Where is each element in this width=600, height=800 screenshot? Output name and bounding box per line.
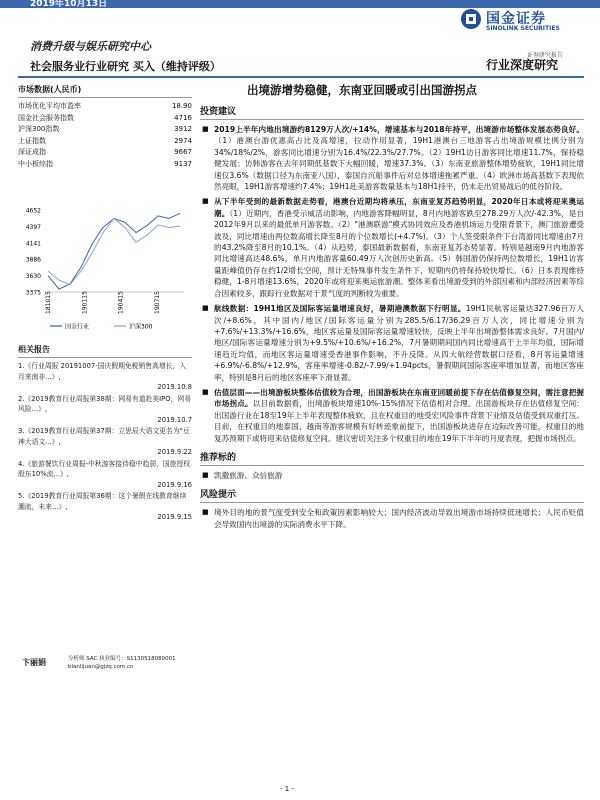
related-report-date: 2019.9.16 — [157, 480, 192, 489]
report-type-label: 行业深度研究 — [486, 58, 559, 72]
analyst-name: 卞丽娟 — [22, 658, 46, 667]
market-row-value: 18.90 — [171, 102, 192, 110]
market-row-label: 深证成指 — [18, 148, 46, 156]
report-date: 2019年10月13日 — [30, 0, 108, 9]
risk-title: 风险提示 — [200, 487, 584, 503]
rec-list — [200, 470, 584, 481]
related-report-text: 5.《2019教育行业周报第36期：这个暑假在线教育继续潮流，未来...》, — [18, 492, 187, 511]
related-report-date: 2019.9.15 — [157, 513, 192, 521]
market-row-label: 上证指数 — [18, 136, 46, 145]
bullet-item: ■ 境外目的地的景气度受到安全和政策因素影响较大；国内经济波动导致出境游市场持续低迷增长；人民币贬值会导致国内出境游的实际消费水平下降。 — [200, 507, 584, 530]
invest-title: 投资建议 — [200, 104, 584, 120]
related-report-item[interactable] — [18, 361, 192, 393]
market-row-value: 4716 — [174, 113, 192, 122]
bullet-lead: 2019上半年内地出境游约8129万人次/+14%，增速基本与2018年持平，出境游市场整体发展态势良好。 — [214, 125, 584, 134]
market-data-title: 市场数据(人民币) — [18, 84, 192, 98]
logo-text-en: SINOLINK SECURITIES — [486, 25, 560, 32]
index-line-chart — [18, 204, 192, 334]
bullet-item — [200, 303, 584, 383]
market-row-label: 市场优化平均市盈率 — [18, 102, 81, 110]
bullet-item: ■ 凯撒旅游、众信旅游 — [200, 470, 584, 481]
bullet-item — [200, 124, 584, 192]
y-tick-label: 4652 — [25, 207, 41, 215]
related-report-text: 1.《行业周报 20191007-国庆假期免税销售高增长，入月来南非...》, — [18, 362, 187, 381]
market-row — [18, 113, 192, 125]
bullet-text: （1）近期内，香港受示威活动影响，内地游客降幅明显，8月内地游客跌至278.29万人次/-42.3%，是自2012年9月以来的最低单月游客数。（2）"港澳联游"模式协同效应及香港机场运力受限背景下，澳门旅游遭受波及，同比增速由两位数高增长降至8月的个位数增长(+4.7%)。（3）个人签受限条件下台湾游同比增速由7月的43.2%降至8月的10.1%。（4）从趋势，泰国最新数据看，东南亚复苏态势显著。特别是越南9月内地游客同比增速高达48.6%，单月内地游客量60.49万人次创历史新高。（5）韩国游仍保持两位数增长，19H1访客量距峰值仍存在约1/2增长空间，预计无特殊事件发生条件下，短期内仍将保持较快增长。（6）日本表现维持稳健，1-8月增速13.6%，2020年或将迎来奥运旅游潮。整体来看出境游受到的外部因素和内部经济因素等综合因素较多，跟踪行业数据对于景气度的判断较为重要。 — [214, 208, 585, 298]
market-row — [18, 147, 192, 159]
analyst-block — [18, 655, 308, 673]
department: 消费升级与娱乐研究中心 — [30, 40, 151, 53]
market-row — [18, 124, 192, 136]
legend-label: 沪深300 — [129, 323, 153, 331]
market-data-table — [18, 101, 192, 170]
bullet-item — [200, 196, 584, 299]
related-report-text: 2.《2019教育行业周报第38期：网易有道赴美IPO，网易风险...》, — [18, 394, 192, 413]
industry-rating: 社会服务业行业研究 买入（维持评级） — [30, 60, 221, 73]
index-chart — [18, 204, 192, 336]
bullet-lead: 从下半年受到的最新数据走势看，港澳台近期均将承压，东南亚复苏趋势明显，2020年日本或将迎来奥运潮。 — [214, 197, 584, 218]
logo-text-cn: 国金证券 — [486, 11, 546, 27]
related-report-item[interactable] — [18, 394, 192, 426]
y-tick-label: 4397 — [25, 223, 41, 231]
rec-title: 推荐标的 — [200, 450, 584, 466]
market-row-value: 9137 — [174, 159, 192, 168]
x-tick-label: 190415 — [117, 291, 125, 314]
market-row — [18, 101, 192, 113]
headline: 出境游增势稳健，东南亚回暖或引出国游拐点 — [247, 83, 477, 97]
related-report-item[interactable] — [18, 491, 192, 523]
bullet-item — [200, 387, 584, 444]
x-tick-label: 190715 — [153, 291, 161, 314]
invest-bullets — [200, 124, 584, 444]
legend-label: 国金行业 — [65, 323, 90, 331]
related-report-date: 2019.10.8 — [157, 383, 192, 391]
market-row-value: 9667 — [174, 148, 192, 156]
y-tick-label: 4141 — [25, 240, 41, 248]
related-report-date: 2019.9.22 — [157, 448, 192, 456]
x-tick-label: 181015 — [45, 291, 52, 314]
series-line-1 — [48, 218, 180, 284]
bullet-lead: 航线数据：19H1地区及国际客运量增速良好，暑期港澳数据下行明显。 — [214, 304, 466, 314]
market-row-label: 中小板综指 — [18, 159, 53, 168]
related-reports-title: 相关报告 — [18, 344, 192, 358]
related-report-item[interactable] — [18, 459, 192, 491]
related-report-text: 4.《旅游餐饮行业周报-中秋游客接待稳中趋弱，国旅授权股东10%流...》, — [18, 459, 191, 478]
market-row — [18, 159, 192, 171]
bullet-lead: 估值层面——出境游板块整体估值较为合理，出国游板块在东南亚回暖前提下存在估值修复空间，需注意把握市场拐点。 — [214, 387, 584, 409]
market-row-value: 2974 — [174, 136, 192, 145]
y-tick-label: 3630 — [25, 273, 41, 281]
y-tick-label: 3375 — [25, 289, 41, 297]
logo-mark-icon — [460, 8, 482, 30]
related-report-text: 3.《2019教育行业周报第37期：立思辰大语文更名为"豆神大语文...》, — [18, 427, 190, 446]
risk-list — [200, 507, 584, 530]
market-row-label: 沪深300指数 — [18, 125, 60, 133]
main-column — [200, 82, 584, 534]
market-row-value: 3912 — [174, 125, 192, 133]
report-kind: 证券研究报告 — [527, 52, 564, 59]
related-report-item[interactable] — [18, 426, 192, 458]
market-row — [18, 136, 192, 148]
bullet-text: （1）港澳台游优惠高占比及高增速，拉动作用显著，19H1港澳台三地游客占出境游规模比例分别为34%/18%/2%，游客同比增速分别为16.4%/22.3%/27.7%。（2）19H1访日游客同比增速11.7%，保持稳健发展；访韩游客在去年同期低基数下大幅回暖，增速37.3%。（3）东南亚旅游整体增势疲软，19H1同比增速仅3.6%（数据口径为东南亚八国），泰国自沉船事件后对总体增速拖累严重。（4）欧洲市场高基数下表现依然亮眼，19H1游客增速约7.4%；19H1赴美游客数量基本与18H1持平，仍未走出贸易战后的低谷阶段。 — [214, 136, 584, 192]
related-reports — [18, 344, 192, 524]
page-number: - 1 - — [280, 785, 294, 793]
header-divider — [18, 76, 584, 78]
bullet-text: 19H1民航客运量达327.96百万人次/+8.6%，其中国内/地区/国际客运量分别为285.5/6.17/36.29百万人次，同比增速分别为+7.6%/+13.3%/+16.6%，地区客运量及国际客运量增速较快，反映上半年出境游整体需求良好。7月国内/地区/国际客运量增速分别为+9.5%/+10.6%/+16.2%，7月暑期期间国内同比增速高于上半年均值，国际增速趋近均值，而地区客运量增速受香港事件影响，不升反降。从四大航经营数据口径看，8月客运量增速+6.9%/-6.8%/+12.9%，客座率增速-0.82/-7.99/+1.94pcts，暑假期间国际客座率增加显著，而地区客座率，特别是8月后的地区客座率下滑显著。 — [214, 304, 584, 382]
series-line-0 — [48, 213, 180, 289]
market-row-label: 国金社会服务指数 — [18, 113, 74, 122]
x-tick-label: 190115 — [81, 291, 89, 314]
related-report-date: 2019.10.7 — [157, 415, 192, 424]
company-logo — [458, 8, 590, 44]
analyst-email[interactable]: bianlijuan@gjzq.com.cn — [68, 664, 134, 670]
analyst-role: 分析师 SAC 执业编号：S1130518080001 — [68, 656, 176, 662]
bullet-text: 以目前数据看，出境游板块增速10%-15%情况下估值相对合理。出国游板块存在估值修复空间：出国游行业在18至19年上半年表现整体疲软，且在权重目的地受宏风险事件背景下业绩及估值受到双重打压。目前，在权重目的地泰国、越南等游客规模有好转迹象前提下，出国游板块进存在边际改善可能，权重目的地复苏预期下或将迎来估值修复空间。建议密切关注多个权重目的地在19年下半年的月度表现，把握市场拐点。 — [214, 399, 584, 443]
analyst-info — [68, 655, 176, 671]
y-tick-label: 3886 — [25, 256, 41, 264]
